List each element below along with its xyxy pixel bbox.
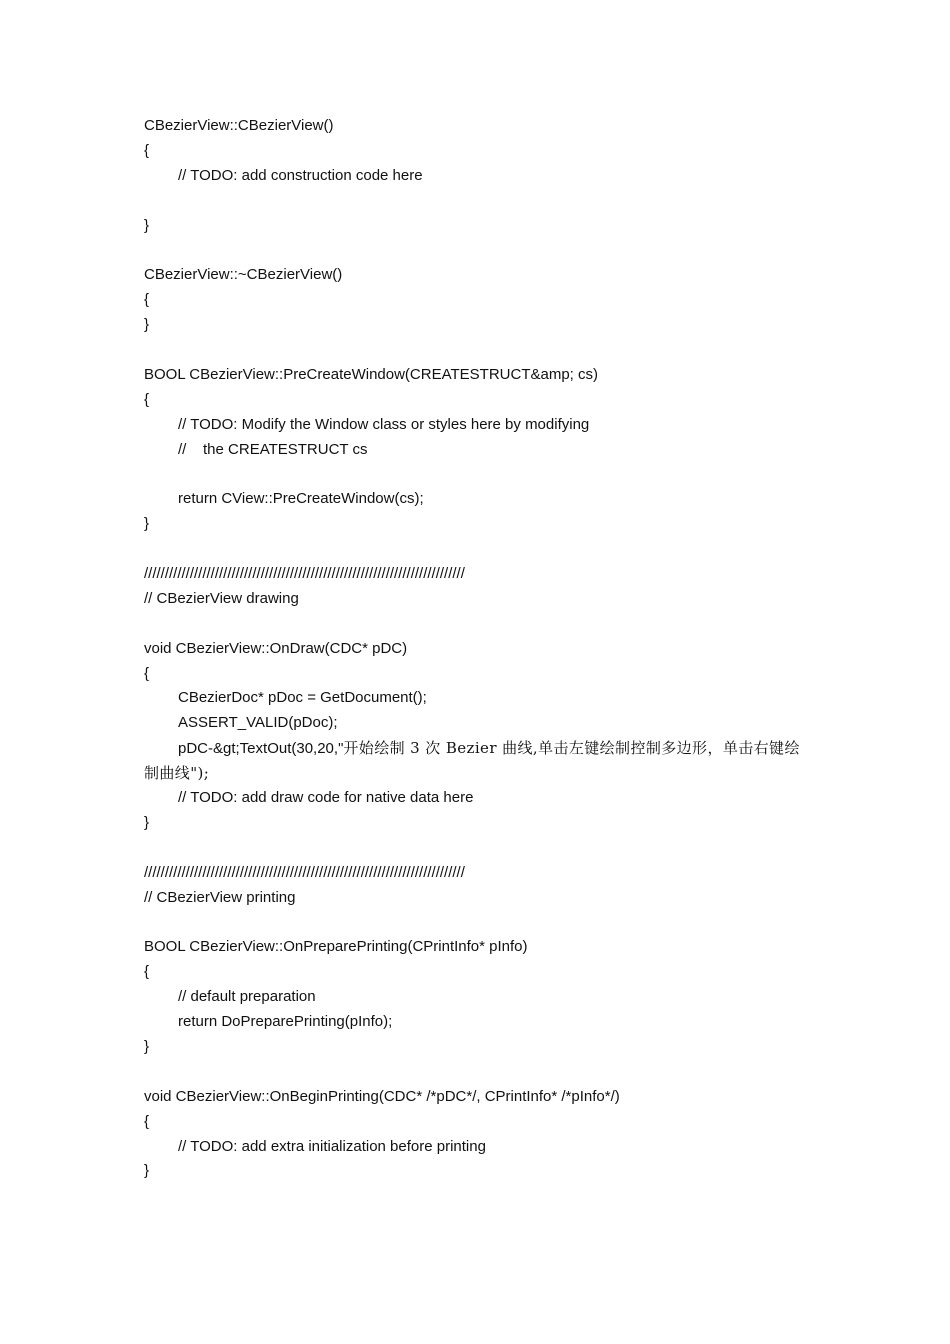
section-comment: // CBezierView drawing (144, 589, 299, 607)
blank-line (144, 462, 824, 487)
code-line: } (144, 216, 150, 234)
code-line: } (144, 515, 150, 533)
code-line: { (144, 963, 150, 981)
separator-comment: ///////////////////////////////////////////////////////////////////////////// (144, 863, 465, 881)
blank-line (144, 836, 824, 861)
code-line: } (144, 1162, 150, 1180)
section-comment: // CBezierView printing (144, 888, 296, 906)
code-line: // the CREATESTRUCT cs (178, 440, 368, 458)
blank-line (144, 911, 824, 936)
code-line: // TODO: Modify the Window class or styles here by modifying (178, 415, 590, 433)
code-line: return DoPreparePrinting(pInfo); (178, 1013, 393, 1031)
code-line: CBezierDoc* pDoc = GetDocument(); (178, 689, 427, 707)
textout-call: pDC-&gt;TextOut(30,20," (178, 740, 344, 758)
code-line: { (144, 141, 150, 159)
separator-comment: ///////////////////////////////////////////////////////////////////////////// (144, 565, 465, 583)
code-line-textout (144, 736, 824, 761)
code-line: CBezierView::~CBezierView() (144, 266, 343, 284)
blank-line (144, 238, 824, 263)
code-line: } (144, 316, 150, 334)
code-line: CBezierView::CBezierView() (144, 117, 334, 134)
code-line: { (144, 1112, 150, 1130)
blank-line (144, 612, 824, 637)
code-line: void CBezierView::OnDraw(CDC* pDC) (144, 639, 408, 657)
code-line: BOOL CBezierView::PreCreateWindow(CREATESTRUCT&amp; cs) (144, 365, 598, 383)
textout-chinese-text: 开始绘制 3 次 Bezier 曲线,单击左键绘制控制多边形，单击右键绘 (343, 739, 800, 758)
code-line: void CBezierView::OnBeginPrinting(CDC* /*pDC*/, CPrintInfo* /*pInfo*/) (144, 1087, 620, 1105)
blank-line (144, 1060, 824, 1085)
code-listing (144, 114, 824, 1184)
code-line: // TODO: add extra initialization before printing (178, 1137, 486, 1155)
code-line: { (144, 664, 150, 682)
code-line: } (144, 813, 150, 831)
blank-line (144, 338, 824, 363)
blank-line (144, 537, 824, 562)
code-line-continuation: 制曲线"); (144, 764, 210, 783)
code-line: return CView::PreCreateWindow(cs); (178, 490, 424, 508)
code-line: // TODO: add draw code for native data here (178, 789, 474, 807)
code-line: } (144, 1037, 150, 1055)
code-line: { (144, 390, 150, 408)
blank-line (144, 189, 824, 214)
code-line: // default preparation (178, 988, 316, 1006)
code-line: { (144, 291, 150, 309)
code-line: ASSERT_VALID(pDoc); (178, 714, 338, 732)
code-line: BOOL CBezierView::OnPreparePrinting(CPrintInfo* pInfo) (144, 938, 528, 956)
code-line: // TODO: add construction code here (178, 166, 423, 184)
